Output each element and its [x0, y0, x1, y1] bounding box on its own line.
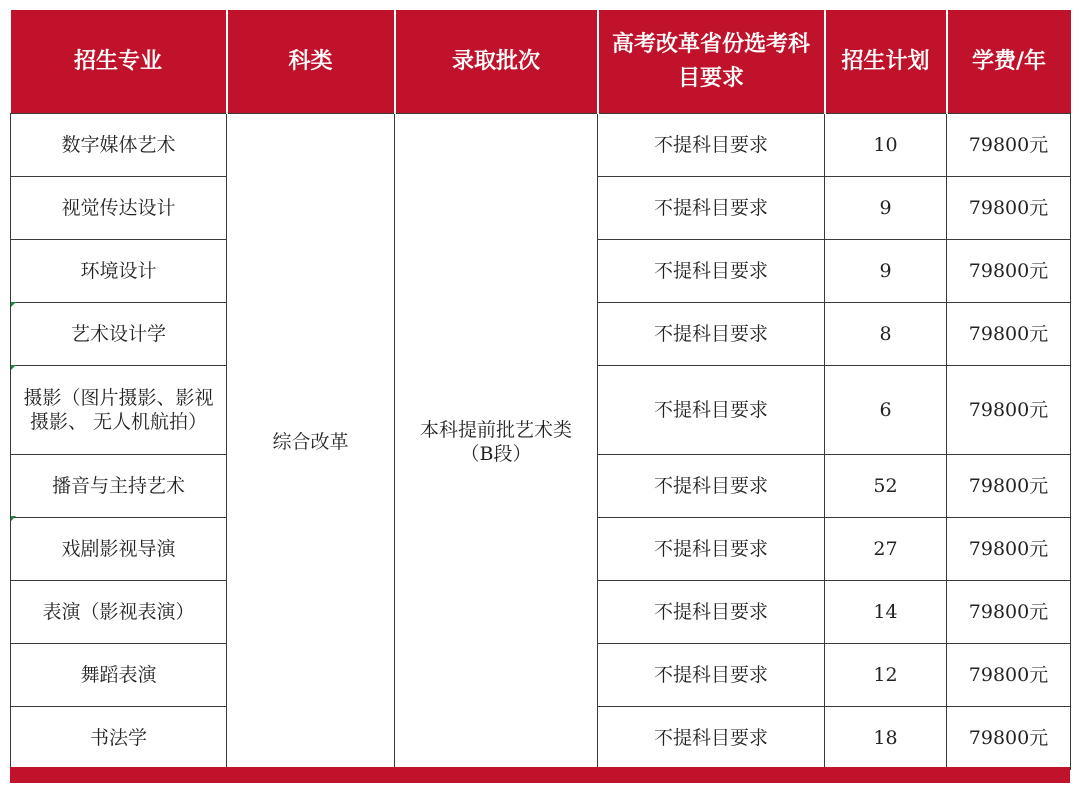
major-cell: 舞蹈表演	[11, 644, 227, 707]
tuition-cell: 79800元	[947, 177, 1071, 240]
header-category: 科类	[227, 10, 395, 114]
plan-cell: 10	[825, 114, 947, 177]
plan-cell: 9	[825, 177, 947, 240]
plan-cell: 12	[825, 644, 947, 707]
header-subject-requirement: 高考改革省份选考科目要求	[598, 10, 825, 114]
plan-cell: 27	[825, 518, 947, 581]
major-cell: 数字媒体艺术	[11, 114, 227, 177]
tuition-cell: 79800元	[947, 303, 1071, 366]
header-tuition: 学费/年	[947, 10, 1071, 114]
plan-cell: 18	[825, 707, 947, 770]
tuition-cell: 79800元	[947, 707, 1071, 770]
plan-cell: 8	[825, 303, 947, 366]
requirement-cell: 不提科目要求	[598, 177, 825, 240]
tuition-cell: 79800元	[947, 581, 1071, 644]
batch-cell: 本科提前批艺术类（B段）	[395, 114, 598, 770]
requirement-cell: 不提科目要求	[598, 366, 825, 455]
tuition-cell: 79800元	[947, 366, 1071, 455]
footer-bar	[10, 767, 1070, 783]
major-cell: 书法学	[11, 707, 227, 770]
requirement-cell: 不提科目要求	[598, 581, 825, 644]
requirement-cell: 不提科目要求	[598, 644, 825, 707]
requirement-cell: 不提科目要求	[598, 455, 825, 518]
major-cell: 摄影（图片摄影、影视摄影、 无人机航拍）	[11, 366, 227, 455]
header-major: 招生专业	[11, 10, 227, 114]
tuition-cell: 79800元	[947, 114, 1071, 177]
cell-comment-marker	[11, 365, 16, 370]
requirement-cell: 不提科目要求	[598, 303, 825, 366]
major-cell: 戏剧影视导演	[11, 518, 227, 581]
tuition-cell: 79800元	[947, 240, 1071, 303]
tuition-cell: 79800元	[947, 644, 1071, 707]
plan-cell: 6	[825, 366, 947, 455]
requirement-cell: 不提科目要求	[598, 707, 825, 770]
requirement-cell: 不提科目要求	[598, 518, 825, 581]
header-row	[11, 10, 1071, 114]
admissions-table-wrapper	[10, 10, 1070, 770]
header-batch: 录取批次	[395, 10, 598, 114]
major-cell: 视觉传达设计	[11, 177, 227, 240]
admissions-table	[10, 10, 1071, 770]
plan-cell: 14	[825, 581, 947, 644]
major-cell: 艺术设计学	[11, 303, 227, 366]
category-cell: 综合改革	[227, 114, 395, 770]
cell-comment-marker	[11, 302, 16, 307]
cell-comment-marker	[11, 516, 16, 521]
major-cell: 环境设计	[11, 240, 227, 303]
plan-cell: 52	[825, 455, 947, 518]
plan-cell: 9	[825, 240, 947, 303]
tuition-cell: 79800元	[947, 518, 1071, 581]
major-cell: 播音与主持艺术	[11, 455, 227, 518]
major-cell: 表演（影视表演）	[11, 581, 227, 644]
requirement-cell: 不提科目要求	[598, 114, 825, 177]
table-row	[11, 114, 1071, 177]
tuition-cell: 79800元	[947, 455, 1071, 518]
header-enrollment-plan: 招生计划	[825, 10, 947, 114]
requirement-cell: 不提科目要求	[598, 240, 825, 303]
